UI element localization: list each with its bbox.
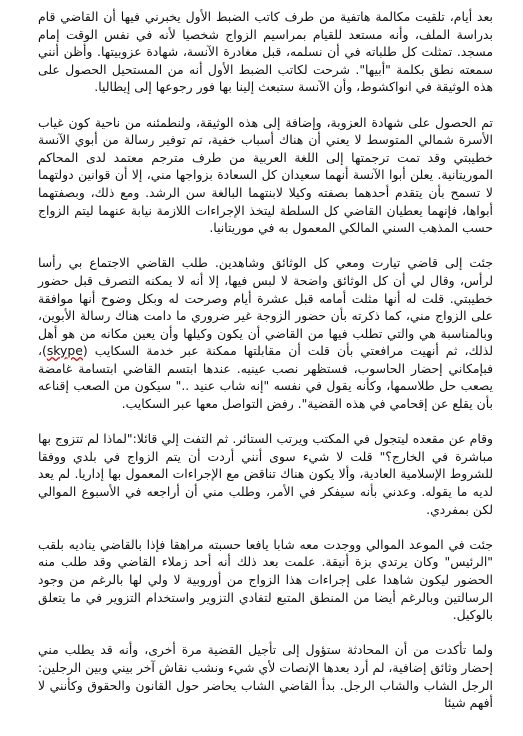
paragraph-1: بعد أيام، تلقيت مكالمة هاتفية من طرف كاتب الضبط الأول يخبرني فيها أن القاضي قام بدراسة الملف، وأنه مستعد للقيام بمراسيم الزواج شخصيا لأنه في نفس الوقت إمام مسجد. تمثلت كل طلباته في أن نسلمه، قبل مغادرة الآنسة، شهادة عزوبيتها. وأظن أنني سمعته نطق بكلمة "أبيها". شرحت لكاتب الضبط الأول أنه من المستحيل الحصول على هذه الوثيقة في انواكشوط، وأن الآنسة ستبعث إلينا بها فور رجوعها إلى إيطاليا. (38, 9, 493, 95)
paragraph-4: وقام عن مقعده ليتجول في المكتب ويرتب الستائر. ثم التفت إلي قائلا:"لماذا لم تتزوج بها مباشرة في الخارج؟" قلت لا شيء سوى أنني أردت أن يتم الزواج في بلدي ووفقا للشروط الإسلامية العادية، وألا يكون هناك تناقض مع الإجراءات المعمول بها إداريا. لم يعد لديه ما يقوله. وعدني بأنه سيفكر في الأمر، وطلب مني أن أراجعه في الأسبوع الموالي لكن بمفردي. (38, 431, 493, 517)
paragraph-6: ولما تأكدت من أن المحادثة ستؤول إلى تأجيل القضية مرة أخرى، وأنه قد يطلب مني إحضار وثائق إضافية، لم أرد بعدها الإنصات لأي شيء ونشب نقاش آخر بيني وبين الرجلين: الرجل الشاب والشاب الرجل. بدأ القاضي الشاب يحاضر حول القانون والحقوق وكأنني لا أفهم شيئا (38, 642, 493, 711)
paragraph-5: جئت في الموعد الموالي ووجدت معه شابا يافعا حسبته مراهقا فإذا بالقاضي يناديه بلقب "الرئيس" وكان يرتدي بزة أنيقة. علمت بعد ذلك أنه أحد زملاء القاضي وقد طلب منه الحضور ليكون شاهدا على إجراءات هذا الزواج من أوروبية لا ولي لها بالرغم من وجود الرسالتين وبالرغم أيضا من المنطق المتبع لتفادي التزوير واستخدام التزوير في ما يتعلق بالوكيل. (38, 536, 493, 623)
skype-link[interactable]: skype (46, 343, 83, 359)
paragraph-2: تم الحصول على شهادة العزوبة، وإضافة إلى هذه الوثيقة، ولنطمئنه من ناحية كون غياب الأسرة شمالي المتوسط لا يعني أن هناك أسباب خفية، تم توفير رسالة من أبوي الآنسة خطيبتي وقد تمت ترجمتها إلى اللغة العربية من طرف مترجم معتمد لدى المحاكم الموريتانية. يعلن أبوا الآنسة أنهما سعيدان كل السعادة بزواجها مني، إلا أن قوانين دولتهما لا تسمح بأن يتقدم أحدهما بصفته وكيلا لابنتهما البالغة سن الرشد. ومع ذلك، وبصفتهما أبواها، فإنهما يعطيان القاضي كل السلطة ليتخذ الإجراءات اللازمة نيابة عنهما ليتم الزواج حسب المذهب السني المالكي المعمول به في موريتانيا. (38, 114, 493, 236)
paragraph-3-text-start: جئت إلى قاضي تيارت ومعي كل الوثائق وشاهدين. طلب القاضي الاجتماع بي رأسا لرأس، وقال لي أن كل الوثائق واضحة لا لبس فيها، إلا أنه لا يمكنه التصرف قبل حضور خطيبتي. قلت له أنها مثلت أمامه قبل عشرة أيام وصرحت له وبكل وضوح أنها موافقة على الزواج مني، كما ذكرته بأن حضور الزوجة غير ضروري ما دامت هناك رسالة الأبوين، وبالمناسبة هي والتي تطلب فيها من القاضي أن يكون وكيلها وأن يعين مكانه من هو أهل لذلك، ثم أنهيت مرافعتي بأن قلت أن مقابلتها ممكنة عبر خدمة السكايب ( (38, 255, 493, 359)
paragraph-3 (38, 254, 493, 412)
paragraph-3-text-end: )، فبإمكاني إحضار الحاسوب، فستظهر نصب عينيه. عندها ابتسم القاضي ابتسامة غامضة يصعب حل طلاسمها، وكأنه يقول في نفسه "إنه شاب عنيد .." سيكون من الصعب إقناعه بأن يقلع عن إقحامي في هذه القضية". رفض التواصل معها عبر السكايب. (38, 343, 493, 412)
